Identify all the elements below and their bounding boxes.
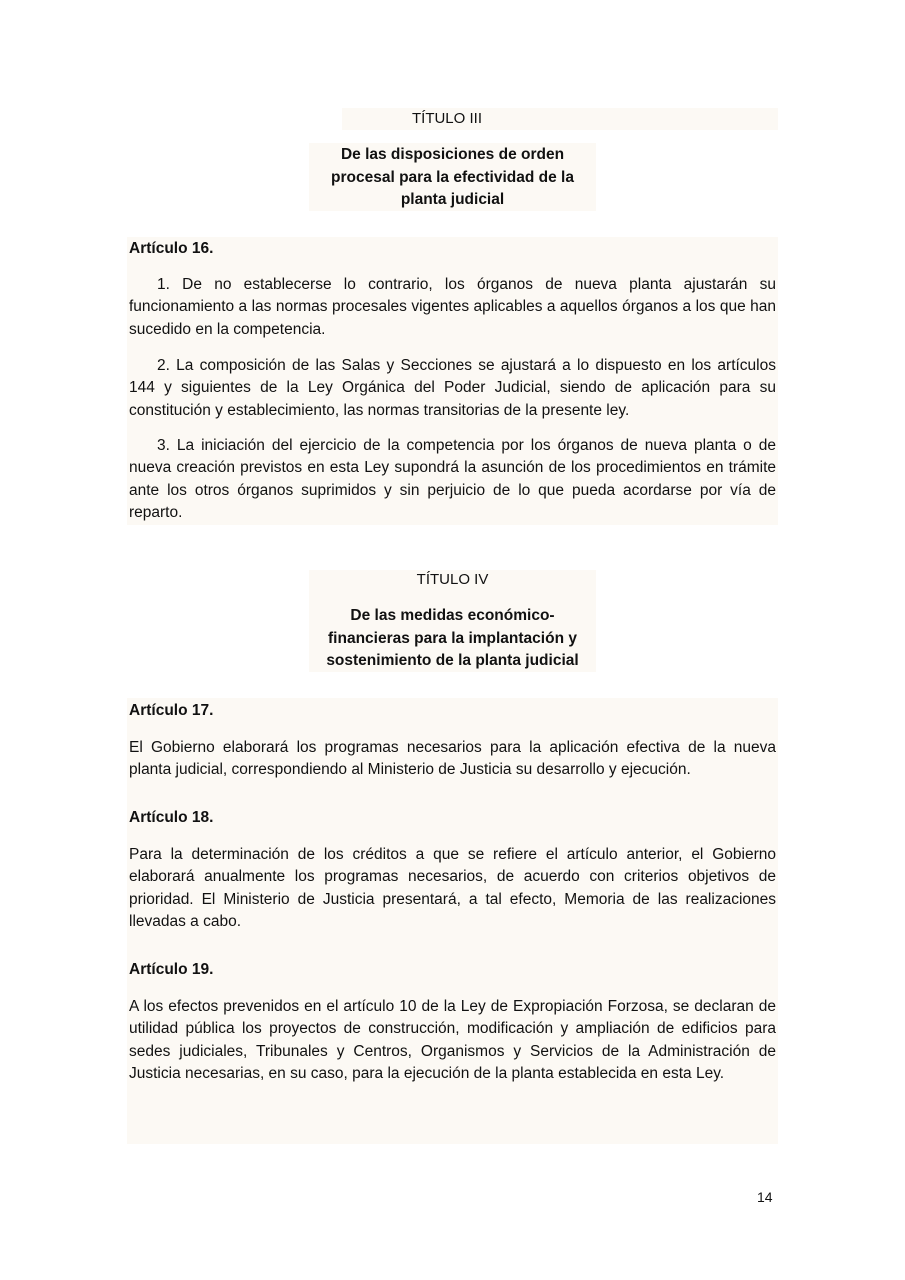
art16-paragraph-1: 1. De no establecerse lo contrario, los órganos de nueva planta ajustarán su funcionamiento a las normas procesales vigentes aplicables a aquellos órganos a los que han sucedido en la competencia. — [129, 276, 776, 338]
art16-paragraph-2: 2. La composición de las Salas y Secciones se ajustará a lo dispuesto en los artículos 144 y siguientes de la Ley Orgánica del Poder Judicial, siendo de aplicación para su constitución y establecimiento, las normas transitorias de la presente ley. — [129, 357, 776, 419]
art18-heading: Artículo 18. — [129, 809, 214, 826]
art19-heading: Artículo 19. — [129, 961, 214, 978]
art18-paragraph-1: Para la determinación de los créditos a que se refiere el artículo anterior, el Gobierno elaborará anualmente los programas necesarios, de acuerdo con criterios objetivos de prioridad. El Ministerio de Justicia presentará, a tal efecto, Memoria de las realizaciones llevadas a cabo. — [129, 846, 776, 930]
art16-heading: Artículo 16. — [129, 240, 214, 257]
titulo4-label: TÍTULO IV — [416, 571, 489, 588]
art17-heading: Artículo 17. — [129, 702, 214, 719]
page-number: 14 — [757, 1189, 773, 1205]
art17-paragraph-1: El Gobierno elaborará los programas necesarios para la aplicación efectiva de la nueva planta judicial, correspondiendo al Ministerio de Justicia su desarrollo y ejecución. — [129, 739, 776, 779]
art16-paragraph-3: 3. La iniciación del ejercicio de la competencia por los órganos de nueva planta o de nueva creación previstos en esta Ley supondrá la asunción de los procedimientos en trámite ante los otros órganos suprimidos y sin perjuicio de lo que pueda acordarse por vía de reparto. — [129, 437, 776, 521]
titulo4-heading: De las medidas económico-financieras para la implantación y sostenimiento de la planta judicial — [326, 607, 579, 669]
titulo3-heading: De las disposiciones de orden procesal para la efectividad de la planta judicial — [331, 146, 574, 208]
titulo3-label: TÍTULO III — [411, 110, 482, 127]
art19-paragraph-1: A los efectos prevenidos en el artículo 10 de la Ley de Expropiación Forzosa, se declaran de utilidad pública los proyectos de construcción, modificación y ampliación de edificios para sedes judiciales, Tribunales y Centros, Organismos y Servicios de la Administración de Justicia necesarias, en su caso, para la ejecución de la planta establecida en esta Ley. — [129, 998, 776, 1082]
